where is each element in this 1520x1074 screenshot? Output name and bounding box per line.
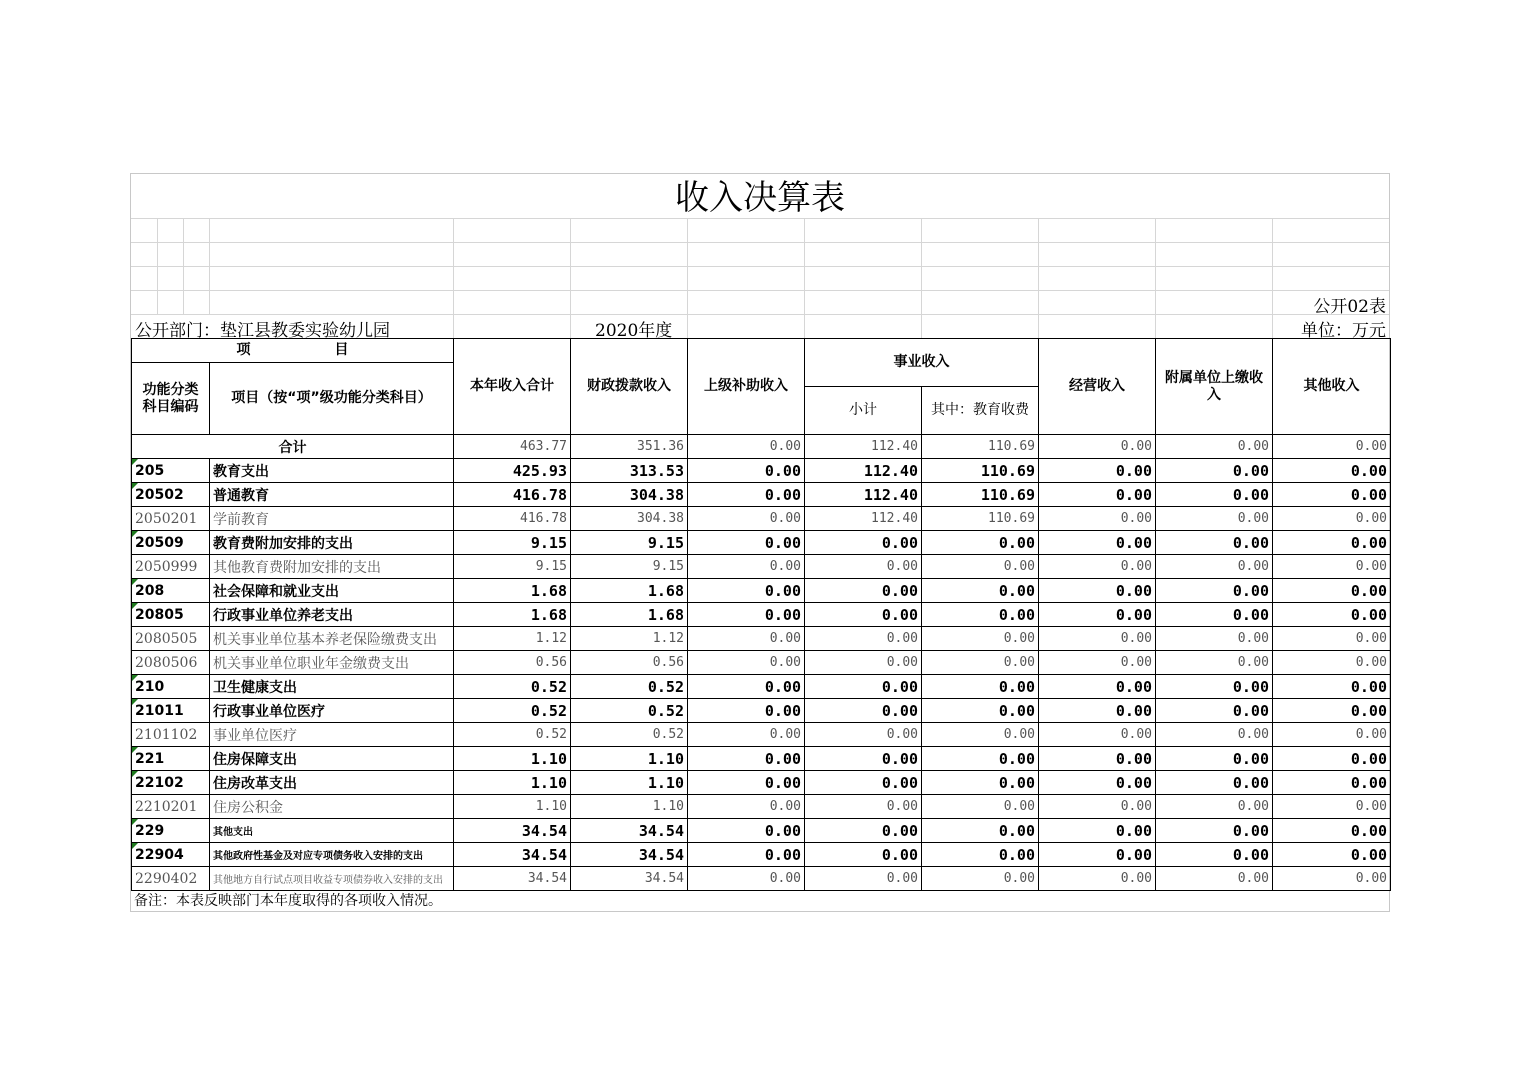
- row-value: 34.54: [454, 843, 571, 867]
- table-row: [132, 867, 1391, 891]
- row-code-text: 205: [135, 462, 165, 479]
- row-value: 0.00: [688, 771, 805, 795]
- table-row: [132, 843, 1391, 867]
- total-cell: 463.77: [454, 435, 571, 459]
- row-value: 1.10: [454, 771, 571, 795]
- cell-marker-icon: [132, 699, 138, 705]
- row-value: 1.12: [454, 627, 571, 651]
- row-code-text: 229: [135, 822, 165, 839]
- row-value: 0.00: [805, 843, 922, 867]
- row-name: 其他教育费附加安排的支出: [210, 555, 454, 579]
- row-value: 9.15: [454, 555, 571, 579]
- row-value: 0.00: [922, 771, 1039, 795]
- table-row: [132, 723, 1391, 747]
- row-name: 教育支出: [210, 459, 454, 483]
- row-value: 0.00: [1273, 795, 1391, 819]
- row-value: 0.00: [688, 867, 805, 891]
- row-code: [132, 507, 210, 531]
- row-value: 0.00: [1156, 699, 1273, 723]
- row-value: 112.40: [805, 459, 922, 483]
- row-value: 0.00: [922, 675, 1039, 699]
- row-value: 0.00: [688, 555, 805, 579]
- row-value: 0.00: [688, 795, 805, 819]
- cell-marker-icon: [132, 459, 138, 465]
- table-row: [132, 699, 1391, 723]
- row-value: 0.00: [1156, 483, 1273, 507]
- row-value: 0.00: [1156, 867, 1273, 891]
- row-value: 0.00: [1039, 531, 1156, 555]
- row-code-text: 221: [135, 750, 165, 767]
- row-value: 0.00: [1156, 795, 1273, 819]
- table-row: [132, 627, 1391, 651]
- row-value: 9.15: [571, 531, 688, 555]
- header-name: 项目（按“项”级功能分类科目）: [210, 363, 454, 435]
- income-table: [131, 338, 1391, 891]
- total-label: 合计: [132, 435, 454, 459]
- row-value: 0.00: [1039, 627, 1156, 651]
- row-value: 0.00: [1156, 675, 1273, 699]
- total-cell: 0.00: [1273, 435, 1391, 459]
- row-name: 行政事业单位养老支出: [210, 603, 454, 627]
- row-value: 0.00: [1156, 723, 1273, 747]
- row-value: 0.00: [922, 747, 1039, 771]
- row-value: 34.54: [454, 819, 571, 843]
- row-code-text: 2050999: [135, 558, 198, 575]
- row-value: 0.00: [1273, 747, 1391, 771]
- cell-marker-icon: [132, 747, 138, 753]
- row-value: 0.00: [805, 699, 922, 723]
- row-value: 0.00: [688, 843, 805, 867]
- row-value: 0.00: [922, 843, 1039, 867]
- row-code-text: 20502: [135, 486, 184, 503]
- table-row: [132, 555, 1391, 579]
- row-value: 1.10: [571, 771, 688, 795]
- row-value: 0.52: [571, 723, 688, 747]
- row-name: 卫生健康支出: [210, 675, 454, 699]
- row-value: 1.10: [454, 747, 571, 771]
- row-value: 0.00: [1039, 603, 1156, 627]
- row-value: 0.00: [1039, 699, 1156, 723]
- row-value: 0.00: [805, 531, 922, 555]
- table-code: 公开02表: [1313, 297, 1386, 317]
- row-value: 425.93: [454, 459, 571, 483]
- row-code: [132, 747, 210, 771]
- row-value: 0.00: [1039, 867, 1156, 891]
- row-code-text: 2050201: [135, 510, 198, 527]
- row-code-text: 2290402: [135, 870, 198, 887]
- row-code: [132, 579, 210, 603]
- footnote: 备注：本表反映部门本年度取得的各项收入情况。: [134, 893, 442, 909]
- row-value: 304.38: [571, 507, 688, 531]
- row-value: 0.00: [688, 723, 805, 747]
- row-code: [132, 819, 210, 843]
- header-other: 其他收入: [1273, 339, 1391, 435]
- row-value: 0.00: [688, 603, 805, 627]
- row-value: 0.00: [922, 627, 1039, 651]
- row-value: 110.69: [922, 459, 1039, 483]
- row-code-text: 22102: [135, 774, 184, 791]
- row-value: 0.00: [922, 531, 1039, 555]
- table-row: [132, 675, 1391, 699]
- row-name: 住房保障支出: [210, 747, 454, 771]
- row-value: 0.00: [922, 819, 1039, 843]
- row-value: 0.00: [688, 627, 805, 651]
- table-row: [132, 819, 1391, 843]
- total-cell: 112.40: [805, 435, 922, 459]
- row-value: 0.00: [1039, 795, 1156, 819]
- cell-marker-icon: [132, 771, 138, 777]
- row-code-text: 20805: [135, 606, 184, 623]
- row-value: 0.00: [805, 819, 922, 843]
- header-subtotal: 小计: [805, 387, 922, 435]
- total-cell: 0.00: [688, 435, 805, 459]
- row-value: 0.00: [805, 579, 922, 603]
- row-value: 0.00: [1039, 723, 1156, 747]
- table-row: [132, 747, 1391, 771]
- row-name: 其他支出: [210, 819, 454, 843]
- row-value: 0.00: [805, 795, 922, 819]
- row-value: 0.00: [688, 699, 805, 723]
- row-value: 0.00: [1039, 507, 1156, 531]
- row-value: 9.15: [571, 555, 688, 579]
- row-code-text: 2210201: [135, 798, 198, 815]
- row-code: [132, 771, 210, 795]
- row-value: 0.56: [571, 651, 688, 675]
- row-name: 其他政府性基金及对应专项债务收入安排的支出: [210, 843, 454, 867]
- row-code: [132, 603, 210, 627]
- total-cell: 0.00: [1039, 435, 1156, 459]
- row-value: 0.00: [1156, 459, 1273, 483]
- row-value: 0.00: [688, 459, 805, 483]
- row-value: 0.00: [1273, 459, 1391, 483]
- cell-marker-icon: [132, 675, 138, 681]
- cell-marker-icon: [132, 531, 138, 537]
- row-value: 0.56: [454, 651, 571, 675]
- row-value: 0.00: [1039, 675, 1156, 699]
- row-value: 0.00: [1273, 507, 1391, 531]
- row-value: 1.68: [454, 579, 571, 603]
- header-operating: 经营收入: [1039, 339, 1156, 435]
- row-value: 0.00: [1273, 771, 1391, 795]
- row-value: 0.00: [1156, 555, 1273, 579]
- row-value: 0.00: [688, 675, 805, 699]
- row-code: [132, 675, 210, 699]
- row-value: 0.00: [922, 699, 1039, 723]
- header-total: 本年收入合计: [454, 339, 571, 435]
- row-code: [132, 651, 210, 675]
- row-value: 0.00: [1156, 771, 1273, 795]
- row-value: 0.00: [1273, 675, 1391, 699]
- row-value: 112.40: [805, 507, 922, 531]
- row-value: 0.00: [805, 651, 922, 675]
- row-value: 0.00: [1273, 819, 1391, 843]
- row-value: 0.00: [688, 747, 805, 771]
- row-value: 0.00: [805, 747, 922, 771]
- header-affiliated: 附属单位上缴收入: [1156, 339, 1273, 435]
- row-value: 1.68: [454, 603, 571, 627]
- row-value: 0.00: [1273, 699, 1391, 723]
- row-value: 0.00: [805, 603, 922, 627]
- row-value: 1.68: [571, 579, 688, 603]
- row-code: [132, 483, 210, 507]
- row-value: 304.38: [571, 483, 688, 507]
- row-name: 普通教育: [210, 483, 454, 507]
- report-title: 收入决算表: [675, 178, 845, 218]
- row-value: 0.00: [1273, 603, 1391, 627]
- row-code-text: 21011: [135, 702, 184, 719]
- row-code: [132, 843, 210, 867]
- row-code: [132, 699, 210, 723]
- row-value: 0.00: [1156, 819, 1273, 843]
- row-value: 0.00: [922, 795, 1039, 819]
- row-code: [132, 795, 210, 819]
- row-name: 住房公积金: [210, 795, 454, 819]
- table-row: [132, 771, 1391, 795]
- row-code-text: 210: [135, 678, 165, 695]
- row-value: 0.00: [1273, 483, 1391, 507]
- table-row: [132, 795, 1391, 819]
- row-code: [132, 627, 210, 651]
- row-value: 313.53: [571, 459, 688, 483]
- cell-marker-icon: [132, 843, 138, 849]
- row-value: 0.00: [688, 651, 805, 675]
- row-code: [132, 555, 210, 579]
- row-value: 0.00: [922, 651, 1039, 675]
- row-value: 0.00: [688, 819, 805, 843]
- row-value: 0.00: [688, 531, 805, 555]
- row-value: 0.00: [1039, 483, 1156, 507]
- row-name: 住房改革支出: [210, 771, 454, 795]
- row-value: 0.00: [1156, 843, 1273, 867]
- row-value: 0.00: [1156, 507, 1273, 531]
- row-value: 0.00: [688, 579, 805, 603]
- row-value: 1.12: [571, 627, 688, 651]
- header-business-group: 事业收入: [805, 339, 1039, 387]
- row-code: [132, 867, 210, 891]
- table-row: [132, 603, 1391, 627]
- row-value: 34.54: [571, 867, 688, 891]
- row-value: 0.00: [1273, 867, 1391, 891]
- table-row: [132, 507, 1391, 531]
- row-name: 教育费附加安排的支出: [210, 531, 454, 555]
- row-value: 0.00: [1039, 819, 1156, 843]
- row-value: 110.69: [922, 483, 1039, 507]
- total-cell: 110.69: [922, 435, 1039, 459]
- row-value: 0.00: [1273, 531, 1391, 555]
- row-value: 0.00: [1156, 579, 1273, 603]
- row-code: [132, 723, 210, 747]
- unit-label: 单位：万元: [1301, 321, 1386, 341]
- row-value: 0.52: [454, 675, 571, 699]
- row-value: 0.52: [571, 699, 688, 723]
- row-value: 0.00: [1156, 627, 1273, 651]
- row-value: 0.00: [1273, 843, 1391, 867]
- row-value: 0.00: [1039, 747, 1156, 771]
- row-value: 0.00: [1156, 603, 1273, 627]
- row-value: 0.00: [1156, 531, 1273, 555]
- row-code-text: 20509: [135, 534, 184, 551]
- row-value: 0.00: [1273, 627, 1391, 651]
- row-value: 0.00: [1039, 579, 1156, 603]
- total-row: [132, 435, 1391, 459]
- row-value: 0.00: [1273, 723, 1391, 747]
- row-value: 0.00: [1039, 651, 1156, 675]
- row-value: 0.00: [805, 627, 922, 651]
- row-value: 0.00: [805, 771, 922, 795]
- row-value: 0.00: [922, 603, 1039, 627]
- row-value: 416.78: [454, 483, 571, 507]
- header-item-group: 项 目: [132, 339, 454, 363]
- row-code-text: 2101102: [135, 726, 198, 743]
- row-code-text: 2080505: [135, 630, 198, 647]
- row-value: 0.00: [1156, 747, 1273, 771]
- row-value: 0.00: [805, 723, 922, 747]
- row-code-text: 208: [135, 582, 165, 599]
- row-value: 0.00: [1273, 651, 1391, 675]
- row-name: 行政事业单位医疗: [210, 699, 454, 723]
- row-code: [132, 531, 210, 555]
- total-cell: 351.36: [571, 435, 688, 459]
- row-value: 0.00: [1273, 579, 1391, 603]
- cell-marker-icon: [132, 483, 138, 489]
- row-value: 1.10: [571, 795, 688, 819]
- cell-marker-icon: [132, 603, 138, 609]
- row-value: 34.54: [571, 819, 688, 843]
- row-value: 0.00: [1039, 459, 1156, 483]
- row-value: 0.52: [454, 699, 571, 723]
- row-value: 0.00: [922, 555, 1039, 579]
- row-name: 机关事业单位职业年金缴费支出: [210, 651, 454, 675]
- header-superior: 上级补助收入: [688, 339, 805, 435]
- row-value: 0.00: [805, 675, 922, 699]
- row-value: 416.78: [454, 507, 571, 531]
- row-code: [132, 459, 210, 483]
- row-code-text: 22904: [135, 846, 184, 863]
- header-fiscal: 财政拨款收入: [571, 339, 688, 435]
- row-value: 34.54: [571, 843, 688, 867]
- row-code-text: 2080506: [135, 654, 198, 671]
- row-value: 0.00: [805, 867, 922, 891]
- row-value: 0.00: [1039, 843, 1156, 867]
- table-row: [132, 651, 1391, 675]
- department-label: 公开部门：垫江县教委实验幼儿园: [135, 321, 390, 341]
- report-sheet: [130, 173, 1390, 912]
- row-value: 0.00: [1039, 555, 1156, 579]
- row-value: 0.00: [922, 579, 1039, 603]
- cell-marker-icon: [132, 579, 138, 585]
- row-value: 0.00: [688, 483, 805, 507]
- row-value: 9.15: [454, 531, 571, 555]
- row-value: 0.00: [805, 555, 922, 579]
- row-value: 0.00: [1039, 771, 1156, 795]
- row-name: 社会保障和就业支出: [210, 579, 454, 603]
- row-value: 0.00: [922, 723, 1039, 747]
- total-cell: 0.00: [1156, 435, 1273, 459]
- row-value: 112.40: [805, 483, 922, 507]
- row-value: 1.10: [454, 795, 571, 819]
- row-value: 0.52: [454, 723, 571, 747]
- row-name: 事业单位医疗: [210, 723, 454, 747]
- cell-marker-icon: [132, 819, 138, 825]
- row-value: 0.00: [922, 867, 1039, 891]
- table-row: [132, 531, 1391, 555]
- row-value: 0.00: [1273, 555, 1391, 579]
- table-row: [132, 579, 1391, 603]
- table-row: [132, 459, 1391, 483]
- row-value: 34.54: [454, 867, 571, 891]
- header-code: 功能分类 科目编码: [132, 363, 210, 435]
- year-label: 2020年度: [595, 321, 673, 341]
- row-value: 0.52: [571, 675, 688, 699]
- row-name: 学前教育: [210, 507, 454, 531]
- row-value: 1.68: [571, 603, 688, 627]
- table-row: [132, 483, 1391, 507]
- row-value: 110.69: [922, 507, 1039, 531]
- row-name: 其他地方自行试点项目收益专项债券收入安排的支出: [210, 867, 454, 891]
- row-value: 1.10: [571, 747, 688, 771]
- row-name: 机关事业单位基本养老保险缴费支出: [210, 627, 454, 651]
- row-value: 0.00: [1156, 651, 1273, 675]
- row-value: 0.00: [688, 507, 805, 531]
- header-education-fee: 其中：教育收费: [922, 387, 1039, 435]
